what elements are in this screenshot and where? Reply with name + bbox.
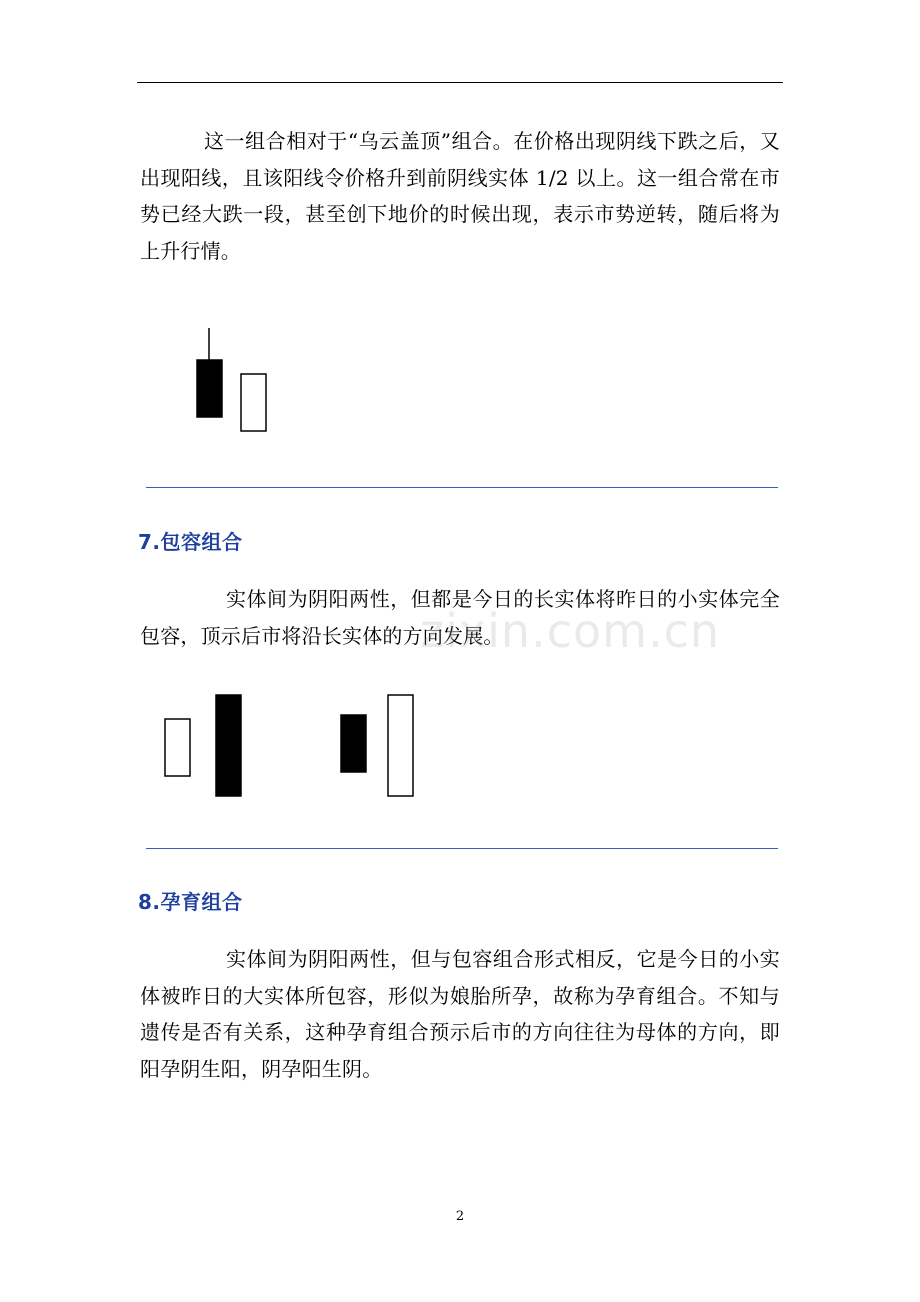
- small-bullish-candle: [165, 719, 190, 776]
- bullish-candle: [241, 374, 266, 431]
- header-rule: [137, 82, 783, 83]
- page-number: 2: [455, 1209, 465, 1224]
- section-heading-harami: 8.孕育组合: [138, 890, 243, 914]
- section-divider-1: [146, 487, 778, 488]
- candlestick-figure-reversal: [0, 320, 920, 440]
- paragraph-engulfing: 实体间为阴阳两性，但都是今日的长实体将昨日的小实体完全包容，顶示后市将沿长实体的方向发展。: [140, 587, 780, 648]
- large-bullish-candle: [388, 695, 413, 796]
- section-divider-2: [146, 848, 778, 849]
- watermark: zixin.com.cn: [420, 604, 721, 658]
- paragraph-dark-cloud-reverse: 这一组合相对于“乌云盖顶”组合。在价格出现阴线下跌之后，又出现阳线，且该阳线令价格升到前阴线实体 1/2 以上。这一组合常在市势已经大跌一段，甚至创下地价的时候出现，表示市势逆转，随后将为上升行情。: [140, 129, 780, 263]
- large-bearish-candle: [216, 695, 241, 796]
- bearish-candle: [197, 360, 222, 417]
- candlestick-figure-engulfing: [0, 680, 920, 805]
- section-heading-engulfing: 7.包容组合: [138, 530, 243, 554]
- small-bearish-candle: [341, 715, 366, 772]
- paragraph-harami: 实体间为阴阳两性，但与包容组合形式相反，它是今日的小实体被昨日的大实体所包容，形似为娘胎所孕，故称为孕育组合。不知与遗传是否有关系，这种孕育组合预示后市的方向往往为母体的方向，即阳孕阴生阳，阴孕阳生阴。: [140, 947, 780, 1081]
